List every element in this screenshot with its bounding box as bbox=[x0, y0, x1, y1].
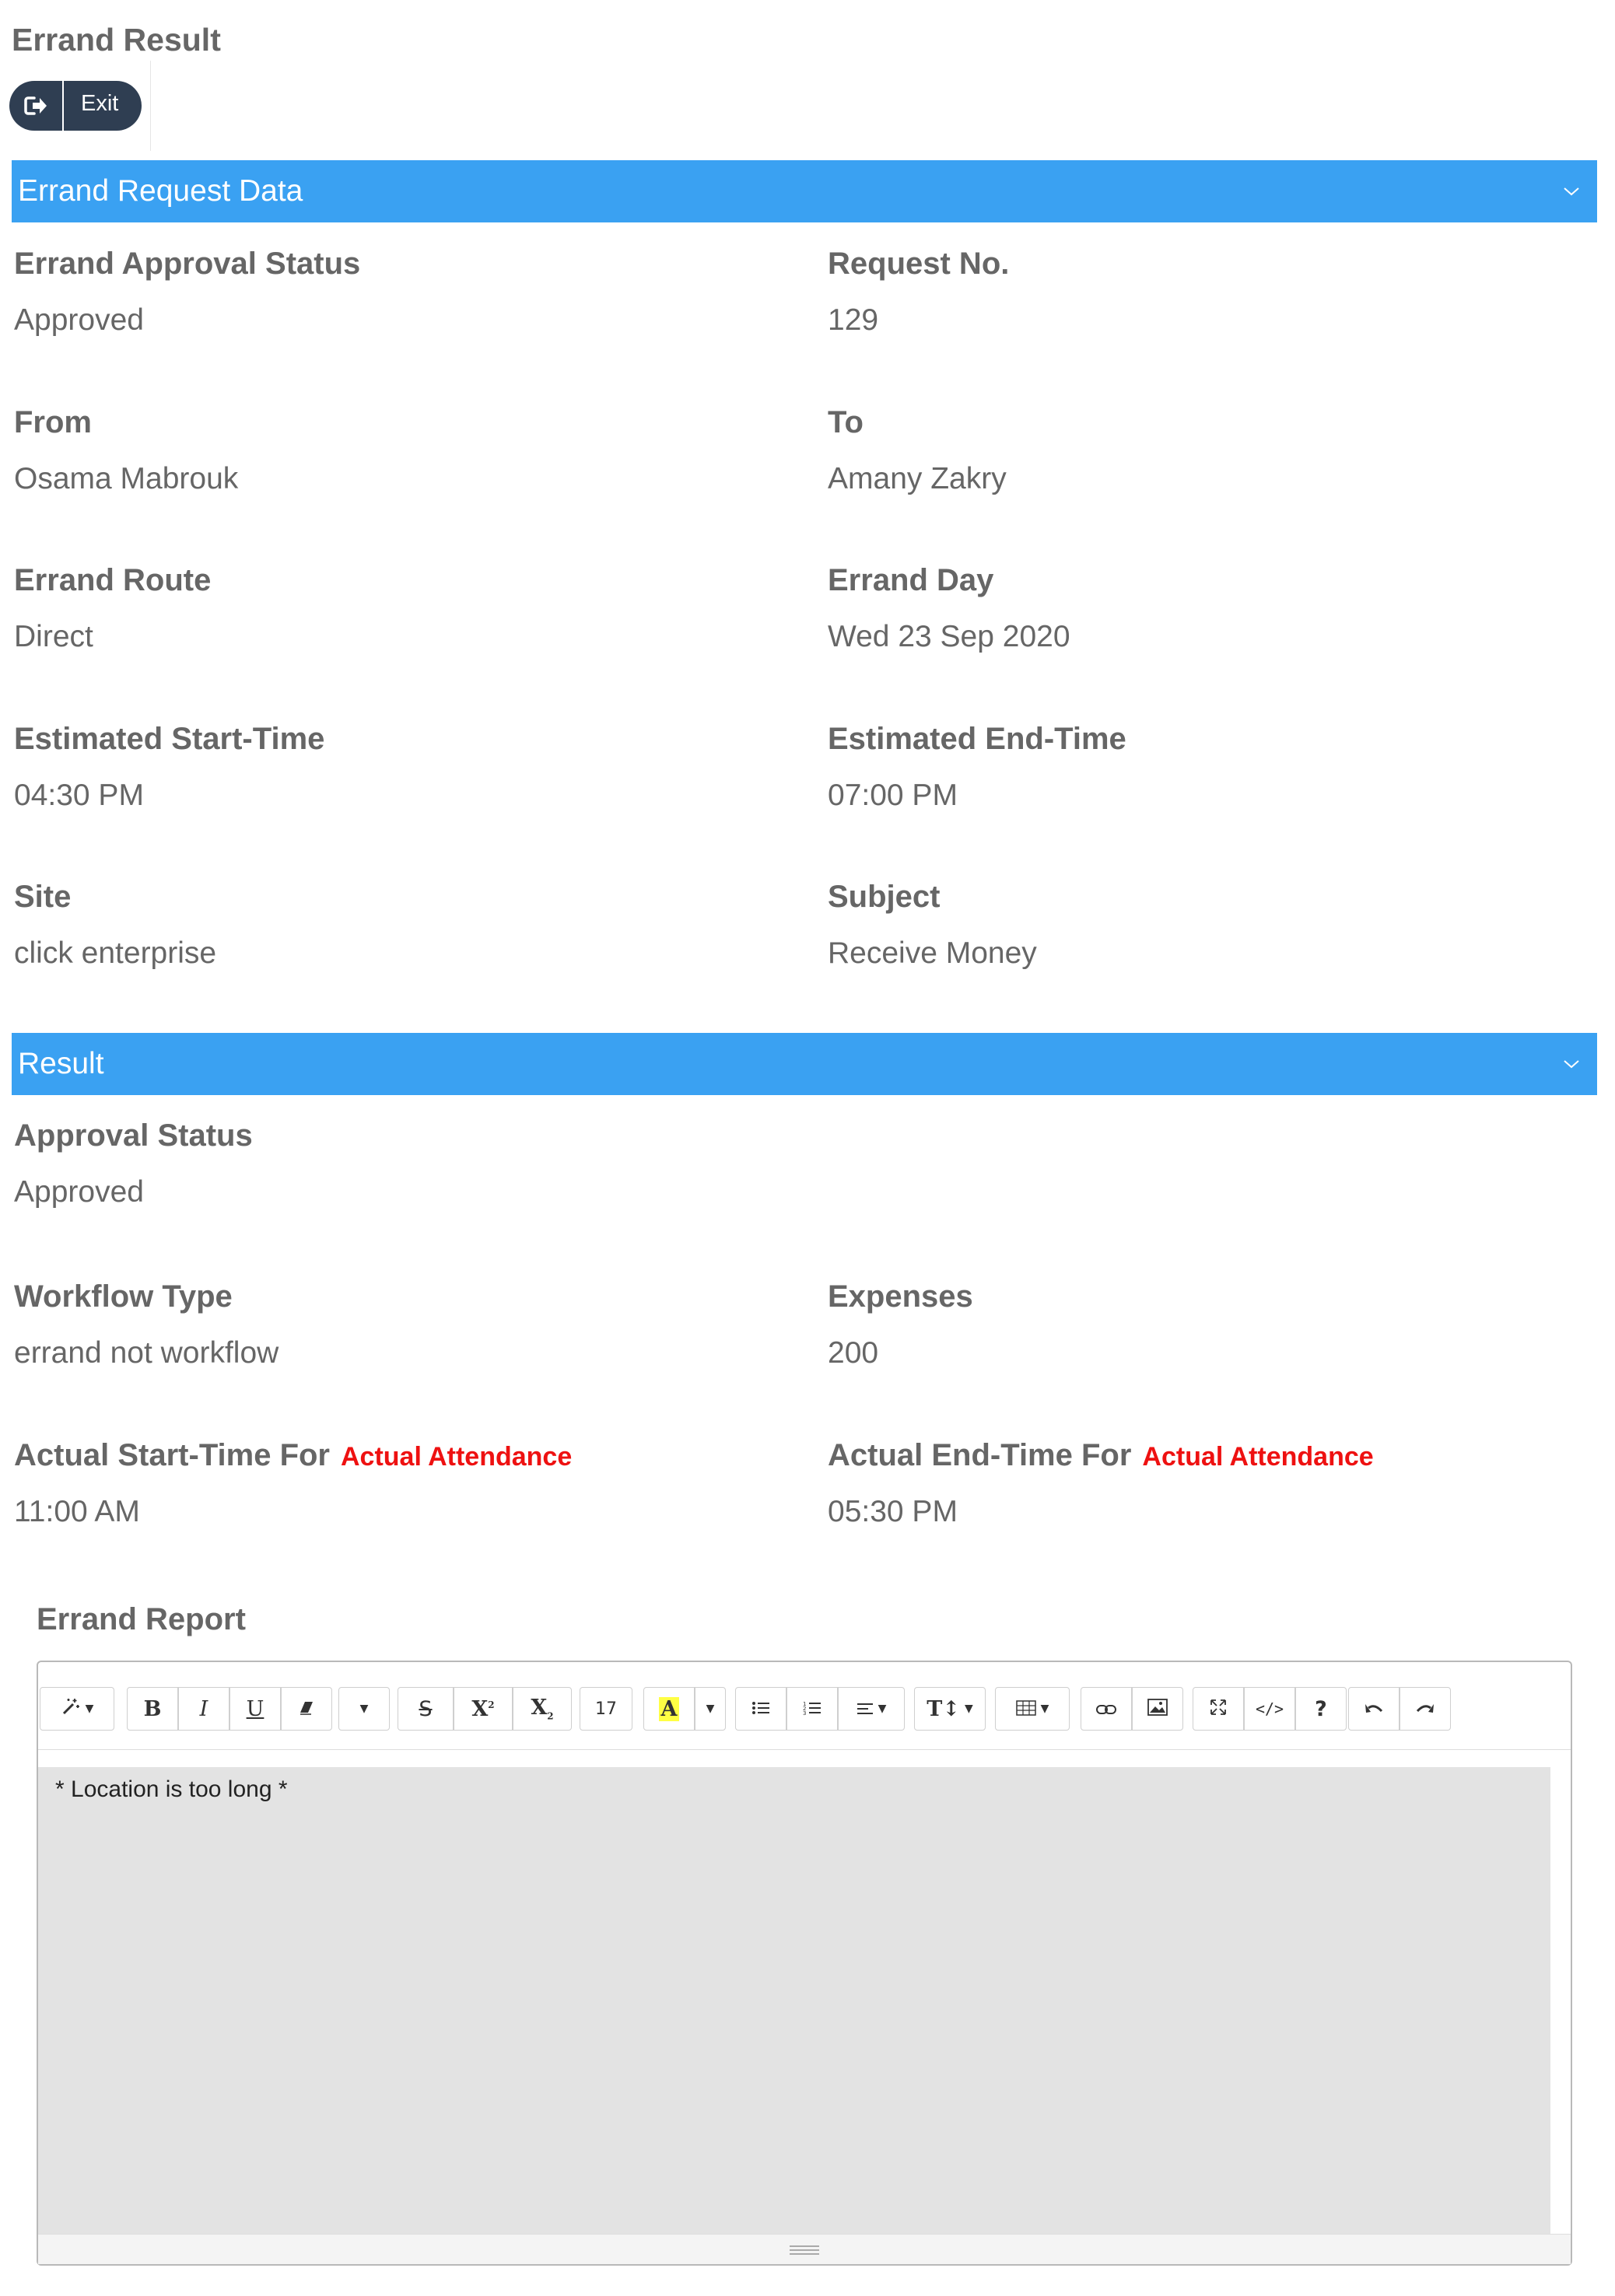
fullscreen-icon bbox=[1210, 1697, 1227, 1721]
eraser-icon bbox=[298, 1697, 315, 1721]
field-label-text: Actual End-Time For bbox=[828, 1438, 1132, 1472]
field-label: Errand Route bbox=[14, 563, 212, 597]
fullscreen-button[interactable] bbox=[1193, 1687, 1244, 1731]
picture-button[interactable] bbox=[1132, 1687, 1183, 1731]
field-value: 05:30 PM bbox=[828, 1495, 958, 1528]
help-button[interactable] bbox=[1295, 1687, 1347, 1731]
strikethrough-icon: S bbox=[419, 1696, 433, 1721]
text-color-icon: A bbox=[659, 1697, 680, 1721]
section-header-request[interactable] bbox=[12, 160, 1597, 222]
field-label-actual-start bbox=[14, 1438, 572, 1473]
italic-icon: I bbox=[199, 1696, 208, 1721]
superscript-icon: $X^2$ bbox=[471, 1696, 495, 1721]
section-title: Result bbox=[18, 1047, 104, 1080]
field-value: click enterprise bbox=[14, 936, 217, 970]
redo-button[interactable] bbox=[1400, 1687, 1451, 1731]
superscript-button[interactable] bbox=[454, 1687, 513, 1731]
bold-button[interactable] bbox=[127, 1687, 178, 1731]
table-icon bbox=[1016, 1697, 1036, 1721]
exit-label: Exit bbox=[81, 90, 119, 116]
field-label-text: Actual Start-Time For bbox=[14, 1438, 330, 1472]
section-title: Errand Request Data bbox=[18, 174, 303, 208]
align-icon bbox=[857, 1697, 874, 1721]
grip-icon bbox=[790, 2245, 819, 2257]
field-label: Estimated Start-Time bbox=[14, 722, 325, 756]
field-label: Estimated End-Time bbox=[828, 722, 1126, 756]
underline-icon: U bbox=[246, 1696, 264, 1721]
field-label: From bbox=[14, 405, 92, 439]
field-label: Site bbox=[14, 880, 72, 914]
text-color-dropdown[interactable]: ▼ bbox=[695, 1687, 726, 1731]
subscript-button[interactable] bbox=[513, 1687, 572, 1731]
bold-icon: B bbox=[143, 1696, 162, 1721]
field-label: To bbox=[828, 405, 864, 439]
undo-button[interactable] bbox=[1348, 1687, 1400, 1731]
field-label: Approval Status bbox=[14, 1118, 253, 1153]
line-height-button[interactable]: T↕ ▼ bbox=[914, 1687, 986, 1731]
exit-button[interactable] bbox=[9, 81, 142, 131]
field-value: 04:30 PM bbox=[14, 779, 144, 812]
field-value: Wed 23 Sep 2020 bbox=[828, 620, 1070, 653]
magic-wand-icon bbox=[61, 1696, 81, 1722]
subscript-icon: $X_2$ bbox=[531, 1696, 554, 1722]
chevron-down-icon bbox=[1563, 1033, 1580, 1095]
help-icon: ? bbox=[1315, 1696, 1327, 1721]
exit-icon bbox=[9, 81, 64, 131]
field-value: Receive Money bbox=[828, 936, 1037, 970]
editor-content[interactable]: * Location is too long * bbox=[38, 1767, 1550, 2234]
field-label: Errand Approval Status bbox=[14, 247, 361, 281]
code-view-icon: </> bbox=[1255, 1699, 1284, 1718]
chevron-down-icon bbox=[1563, 160, 1580, 222]
field-value: 07:00 PM bbox=[828, 779, 958, 812]
field-value: errand not workflow bbox=[14, 1336, 279, 1370]
svg-text:2: 2 bbox=[803, 1705, 807, 1712]
code-view-button[interactable] bbox=[1244, 1687, 1295, 1731]
undo-icon bbox=[1364, 1697, 1384, 1721]
field-label: Subject bbox=[828, 880, 941, 914]
table-button[interactable]: ▼ bbox=[995, 1687, 1070, 1731]
field-value: Osama Mabrouk bbox=[14, 462, 239, 495]
line-height-icon: T↕ bbox=[927, 1696, 960, 1721]
field-value: 200 bbox=[828, 1336, 879, 1370]
field-label: Errand Day bbox=[828, 563, 994, 597]
field-label: Workflow Type bbox=[14, 1279, 233, 1314]
section-header-result[interactable] bbox=[12, 1033, 1597, 1095]
italic-button[interactable] bbox=[178, 1687, 229, 1731]
field-label: Request No. bbox=[828, 247, 1010, 281]
editor-resize-handle[interactable] bbox=[38, 2234, 1571, 2264]
paragraph-align-button[interactable]: ▼ bbox=[838, 1687, 905, 1731]
actual-attendance-link[interactable]: Actual Attendance bbox=[1142, 1442, 1374, 1472]
unordered-list-button[interactable] bbox=[735, 1687, 786, 1731]
font-size-value: 17 bbox=[595, 1699, 617, 1719]
field-value: Amany Zakry bbox=[828, 462, 1007, 495]
strikethrough-button[interactable] bbox=[398, 1687, 454, 1731]
unordered-list-icon bbox=[751, 1697, 770, 1721]
report-label: Errand Report bbox=[37, 1602, 246, 1636]
field-value: Approved bbox=[14, 303, 144, 337]
field-label: Expenses bbox=[828, 1279, 973, 1314]
ordered-list-button[interactable] bbox=[786, 1687, 838, 1731]
field-label-actual-end bbox=[828, 1438, 1374, 1473]
link-button[interactable] bbox=[1081, 1687, 1132, 1731]
svg-text:3: 3 bbox=[803, 1710, 807, 1716]
rich-text-editor bbox=[37, 1661, 1572, 2266]
svg-text:1: 1 bbox=[803, 1700, 807, 1707]
actual-attendance-link[interactable]: Actual Attendance bbox=[341, 1442, 573, 1472]
font-size-dropdown[interactable] bbox=[580, 1687, 632, 1731]
link-icon bbox=[1096, 1697, 1116, 1721]
clear-format-button[interactable] bbox=[281, 1687, 332, 1731]
field-value: 11:00 AM bbox=[14, 1495, 140, 1528]
editor-toolbar bbox=[38, 1687, 1571, 1732]
ordered-list-icon bbox=[803, 1697, 822, 1721]
picture-icon bbox=[1147, 1697, 1168, 1721]
field-value: 129 bbox=[828, 303, 879, 337]
field-value: Direct bbox=[14, 620, 93, 653]
underline-button[interactable] bbox=[229, 1687, 281, 1731]
text-color-button[interactable] bbox=[643, 1687, 695, 1731]
field-value: Approved bbox=[14, 1175, 144, 1209]
divider bbox=[150, 61, 151, 151]
style-button[interactable]: ▼ bbox=[40, 1687, 114, 1731]
toolbar-divider bbox=[38, 1749, 1571, 1750]
redo-icon bbox=[1415, 1697, 1435, 1721]
page-title: Errand Result bbox=[12, 22, 221, 58]
font-name-dropdown[interactable]: ▼ bbox=[338, 1687, 390, 1731]
